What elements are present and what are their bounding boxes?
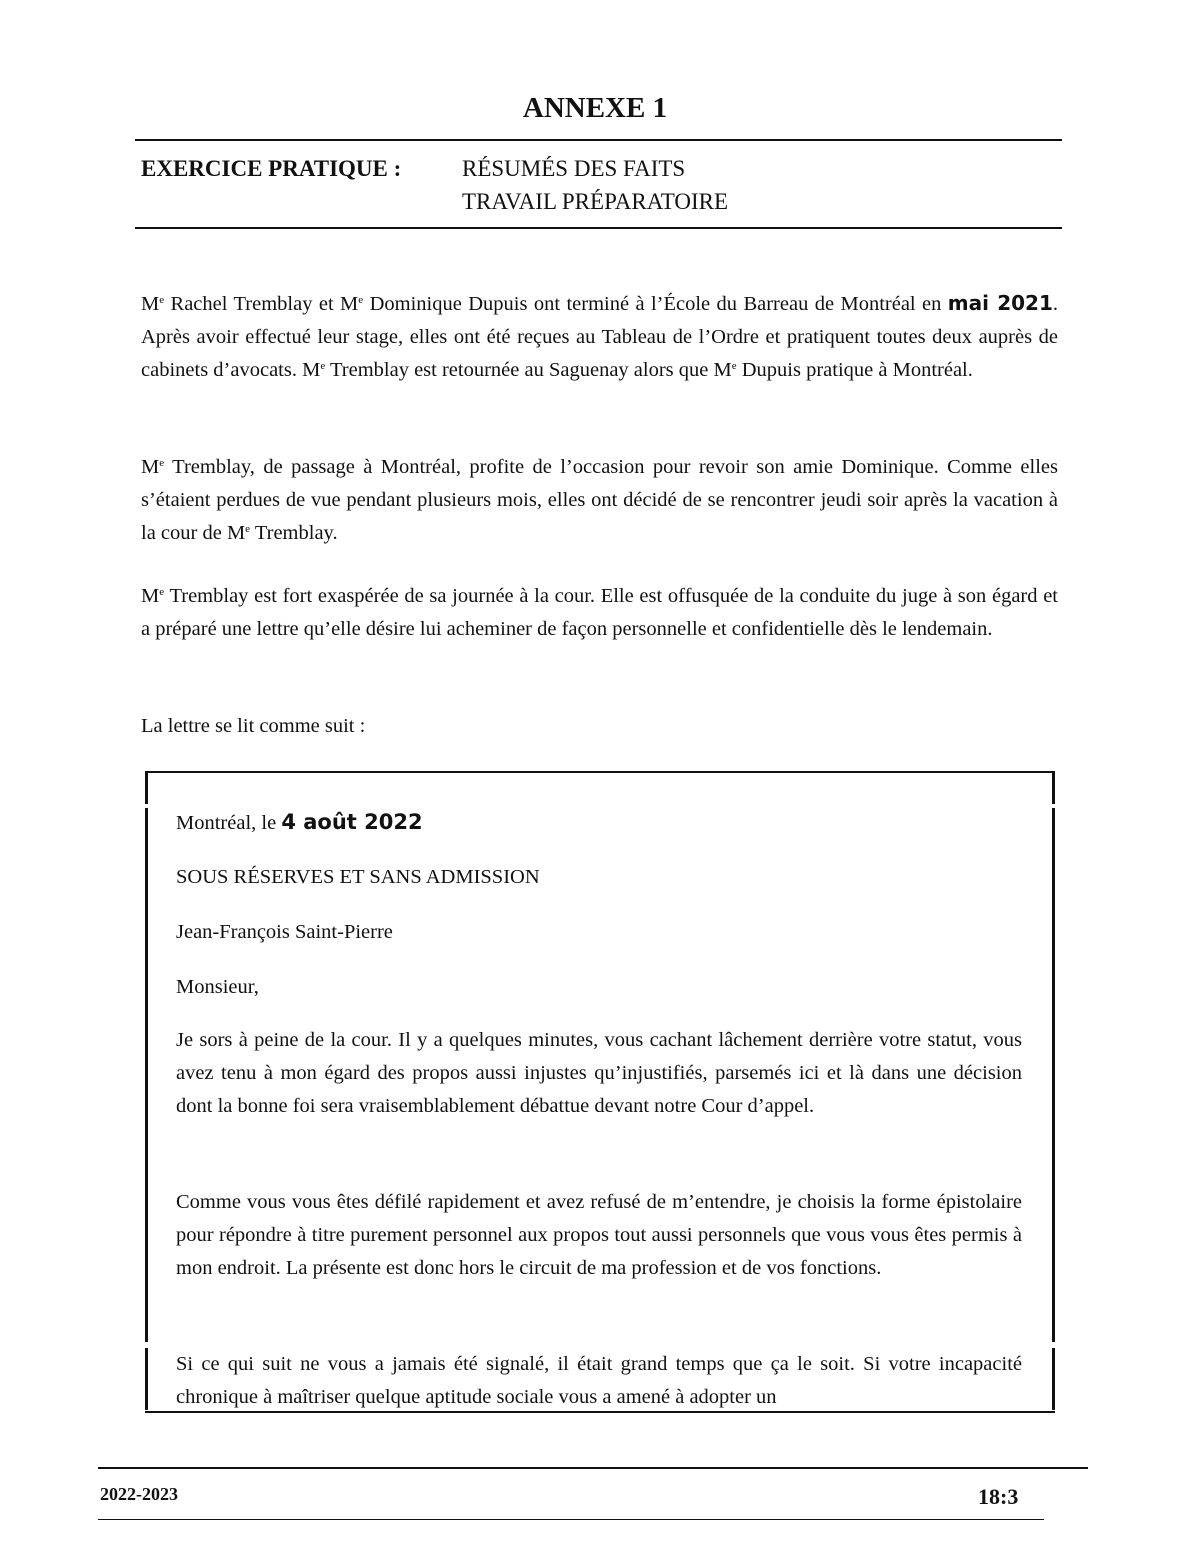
- letter-body-paragraph-1: Je sors à peine de la cour. Il y a quelques minutes, vous cachant lâchement derrière votre statut, vous avez tenu à mon égard des propos aussi injustes qu’injustifiés, parsemés ici et là dans une décision dont la bonne foi sera vraisemblablement débattue devant notre Cour d’appel.: [176, 1029, 1022, 1117]
- letter-date-line: Montréal, le 4 août 2022: [176, 810, 423, 834]
- exercise-label: EXERCICE PRATIQUE :: [141, 156, 402, 181]
- paragraph-facts-3: Me Tremblay est fort exaspérée de sa journée à la cour. Elle est offusquée de la conduite du juge à son égard et a préparé une lettre qu’elle désire lui acheminer de façon personnelle et confidentielle dès le lendemain.: [141, 585, 1058, 640]
- letter-box-left-tick: [145, 771, 148, 804]
- highlighted-date: mai 2021: [947, 291, 1053, 315]
- paragraph-facts-2: Me Tremblay, de passage à Montréal, profite de l’occasion pour revoir son amie Dominique. Comme elles s’étaient perdues de vue pendant plusieurs mois, elles ont décidé de se rencontrer jeudi soir après la vacation à la cour de Me Tremblay.: [141, 456, 1058, 544]
- footer-top-rule: [98, 1467, 1088, 1469]
- letter-box-right-border: [1052, 808, 1055, 1342]
- footer-page-number: 18:3: [978, 1484, 1019, 1509]
- letter-box-right-border-lower: [1052, 1348, 1055, 1410]
- paragraph-facts-1: Me Rachel Tremblay et Me Dominique Dupuis ont terminé à l’École du Barreau de Montréal en mai 2021. Après avoir effectué leur stage, elles ont été reçues au Tableau de l’Ordre et pratiquent toutes deux auprès de cabinets d’avocats. Me Tremblay est retournée au Saguenay alors que Me Dupuis pratique à Montréal.: [141, 291, 1059, 381]
- letter-box-left-border: [145, 808, 148, 1342]
- header-top-rule: [135, 139, 1062, 141]
- letter-greeting: Monsieur,: [176, 976, 259, 998]
- exercise-title-line2: TRAVAIL PRÉPARATOIRE: [462, 189, 729, 214]
- annex-title: ANNEXE 1: [522, 92, 668, 124]
- paragraph-letter-intro: La lettre se lit comme suit :: [141, 715, 366, 737]
- header-bottom-rule: [135, 227, 1062, 229]
- exercise-heading: [141, 152, 729, 214]
- letter-box-left-border-lower: [145, 1348, 148, 1410]
- exercise-title-line1: RÉSUMÉS DES FAITS: [462, 156, 686, 181]
- footer-year: 2022-2023: [100, 1484, 178, 1504]
- letter-box-right-tick: [1052, 771, 1055, 804]
- letter-recipient: Jean-François Saint-Pierre: [176, 921, 393, 943]
- letter-reserve: SOUS RÉSERVES ET SANS ADMISSION: [176, 866, 540, 888]
- footer-bottom-rule: [98, 1519, 1044, 1520]
- letter-date: 4 août 2022: [281, 810, 423, 834]
- letter-body-paragraph-2: Comme vous vous êtes défilé rapidement et avez refusé de m’entendre, je choisis la forme épistolaire pour répondre à titre purement personnel aux propos tout aussi personnels que vous vous êtes permis à mon endroit. La présente est donc hors le circuit de ma profession et de vos fonctions.: [176, 1191, 1022, 1279]
- letter-body-paragraph-3: Si ce qui suit ne vous a jamais été signalé, il était grand temps que ça le soit. Si votre incapacité chronique à maîtriser quelque aptitude sociale vous a amené à adopter un: [176, 1353, 1022, 1408]
